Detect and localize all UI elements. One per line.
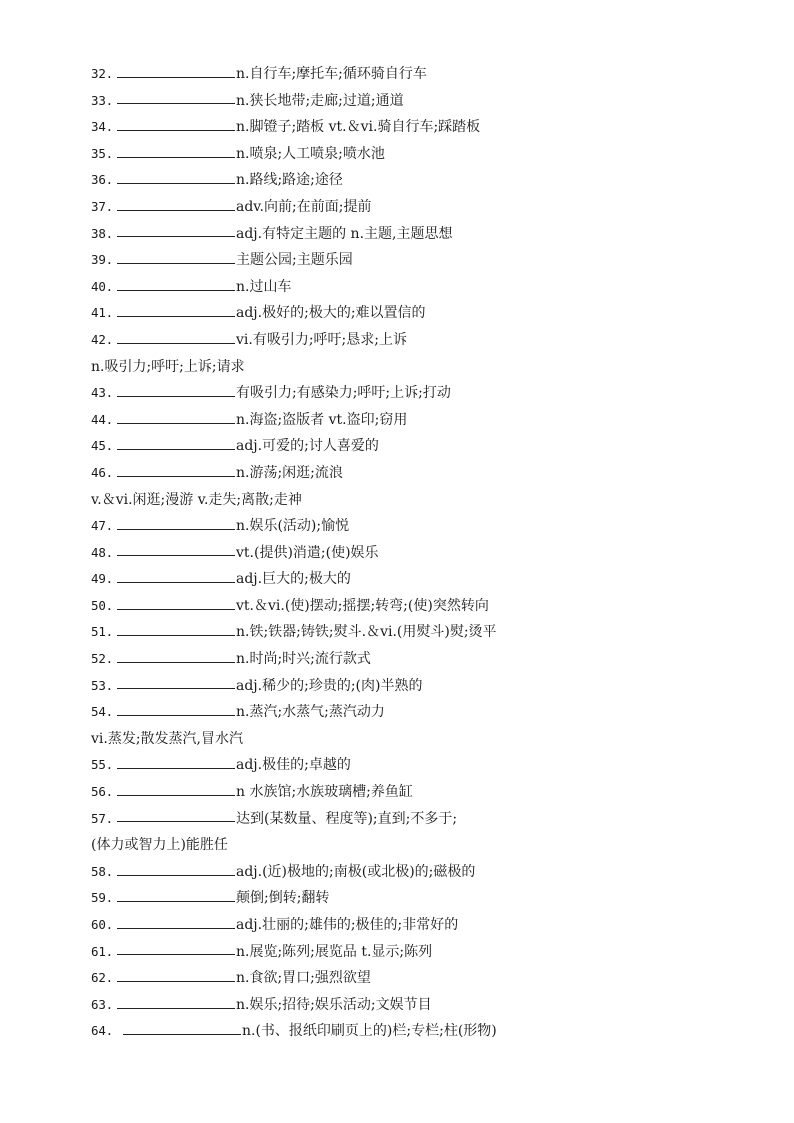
item-number: 60.: [91, 917, 113, 932]
item-definition: n.娱乐;招待;娱乐活动;文娱节目: [236, 996, 432, 1013]
item-definition: adj.巨大的;极大的: [236, 571, 351, 588]
vocab-item: [91, 194, 771, 221]
item-definition: 达到(某数量、程度等);直到;不多于;: [236, 810, 458, 827]
answer-blank[interactable]: [117, 568, 235, 583]
item-number: 37.: [91, 198, 113, 214]
item-definition: n.过山车: [236, 278, 292, 295]
answer-blank[interactable]: [117, 329, 235, 344]
item-definition: adj.壮丽的;雄伟的;极佳的;非常好的: [236, 917, 459, 933]
item-number: 32.: [91, 66, 113, 81]
answer-blank[interactable]: [117, 169, 235, 184]
answer-blank[interactable]: [117, 994, 235, 1009]
item-number: 63.: [91, 996, 113, 1012]
item-definition: n.脚镫子;踏板 vt.＆vi.骑自行车;踩踏板: [236, 119, 481, 136]
item-definition: vt.＆vi.(使)摆动;摇摆;转弯;(使)突然转向: [236, 597, 489, 614]
vocab-continuation: [91, 832, 771, 859]
answer-blank[interactable]: [117, 143, 235, 158]
item-definition: n 水族馆;水族玻璃槽;养鱼缸: [236, 784, 413, 801]
vocab-item: [91, 566, 771, 593]
item-definition: n.狭长地带;走廊;过道;通道: [236, 92, 404, 109]
vocab-continuation: [91, 726, 771, 753]
vocab-item: [91, 912, 771, 939]
vocab-item: [91, 327, 771, 354]
item-number: 64.: [91, 1023, 113, 1039]
answer-blank[interactable]: [117, 409, 235, 424]
item-number: 52.: [91, 651, 113, 667]
answer-blank[interactable]: [117, 861, 235, 876]
vocab-item: [91, 673, 771, 700]
vocab-item: [91, 433, 771, 460]
item-number: 40.: [91, 278, 113, 294]
vocab-item: [91, 380, 771, 407]
item-definition: adj.有特定主题的 n.主题,主题思想: [236, 225, 453, 242]
item-number: 41.: [91, 305, 113, 321]
item-number: 44.: [91, 411, 113, 427]
item-number: 45.: [91, 438, 113, 454]
item-definition: n.蒸汽;水蒸气;蒸汽动力: [236, 704, 385, 721]
item-number: 55.: [91, 757, 113, 773]
item-number: 36.: [91, 172, 113, 188]
vocab-item: [91, 167, 771, 194]
answer-blank[interactable]: [117, 754, 235, 769]
vocab-item: [91, 1018, 771, 1045]
item-definition: n.路线;路途;途径: [236, 172, 343, 189]
vocab-item: [91, 646, 771, 673]
item-definition: adj.(近)极地的;南极(或北极)的;磁极的: [236, 863, 476, 880]
answer-blank[interactable]: [117, 781, 235, 796]
answer-blank[interactable]: [117, 89, 235, 104]
item-number: 50.: [91, 597, 113, 613]
item-number: 48.: [91, 544, 113, 560]
vocab-continuation: [91, 487, 771, 514]
answer-blank[interactable]: [117, 914, 235, 929]
item-definition: n.吸引力;呼吁;上诉;请求: [91, 358, 245, 375]
item-definition: adj.稀少的;珍贵的;(肉)半熟的: [236, 677, 423, 694]
item-definition: n.娱乐(活动);愉悦: [236, 518, 350, 535]
answer-blank[interactable]: [117, 648, 235, 663]
item-number: 62.: [91, 970, 113, 986]
item-definition: (体力或智力上)能胜任: [91, 837, 228, 854]
answer-blank[interactable]: [117, 196, 235, 211]
vocab-item: [91, 806, 771, 833]
vocab-item: [91, 460, 771, 487]
answer-blank[interactable]: [117, 701, 235, 716]
item-definition: vi.蒸发;散发蒸汽,冒水汽: [91, 730, 244, 747]
item-number: 35.: [91, 145, 113, 161]
answer-blank[interactable]: [117, 302, 235, 317]
item-definition: n.展览;陈列;展览品 t.显示;陈列: [236, 943, 433, 960]
vocab-item: [91, 885, 771, 912]
vocab-item: [91, 247, 771, 274]
vocab-item: [91, 407, 771, 434]
answer-blank[interactable]: [117, 674, 235, 689]
answer-blank[interactable]: [117, 116, 235, 131]
item-definition: n.铁;铁器;铸铁;熨斗.＆vi.(用熨斗)熨;烫平: [236, 624, 497, 641]
item-number: 57.: [91, 810, 113, 826]
item-definition: adj.极佳的;卓越的: [236, 757, 351, 774]
item-number: 49.: [91, 571, 113, 587]
vocab-item: [91, 619, 771, 646]
item-number: 43.: [91, 385, 113, 401]
item-definition: vi.有吸引力;呼吁;恳求;上诉: [236, 331, 407, 348]
answer-blank[interactable]: [117, 541, 235, 556]
vocab-item: [91, 752, 771, 779]
vocab-item: [91, 939, 771, 966]
item-number: 38.: [91, 225, 113, 241]
item-definition: v.＆vi.闲逛;漫游 v.走失;离散;走神: [91, 491, 302, 508]
item-definition: 颠倒;倒转;翻转: [236, 890, 330, 907]
item-definition: adv.向前;在前面;提前: [236, 198, 372, 215]
item-definition: n.游荡;闲逛;流浪: [236, 464, 343, 481]
item-definition: n.喷泉;人工喷泉;喷水池: [236, 145, 385, 162]
answer-blank[interactable]: [117, 515, 235, 530]
item-definition: n.(书、报纸印刷页上的)栏;专栏;柱(形物): [242, 1023, 497, 1040]
item-definition: n.自行车;摩托车;循环骑自行车: [236, 66, 427, 82]
item-number: 54.: [91, 704, 113, 720]
answer-blank[interactable]: [117, 249, 235, 264]
answer-blank[interactable]: [117, 807, 235, 822]
item-definition: vt.(提供)消遣;(使)娱乐: [236, 544, 379, 561]
answer-blank[interactable]: [117, 222, 235, 237]
vocab-item: [91, 274, 771, 301]
answer-blank[interactable]: [117, 276, 235, 291]
item-number: 42.: [91, 331, 113, 347]
vocab-item: [91, 965, 771, 992]
answer-blank[interactable]: [117, 967, 235, 982]
vocab-item: [91, 513, 771, 540]
item-number: 46.: [91, 464, 113, 480]
item-definition: 主题公园;主题乐园: [236, 252, 353, 269]
item-number: 53.: [91, 677, 113, 693]
answer-blank[interactable]: [117, 595, 235, 610]
item-number: 59.: [91, 890, 113, 906]
item-number: 47.: [91, 518, 113, 534]
vocab-item: [91, 141, 771, 168]
vocab-item: [91, 61, 771, 88]
vocab-item: [91, 300, 771, 327]
answer-blank[interactable]: [117, 940, 235, 955]
vocab-item: [91, 540, 771, 567]
answer-blank[interactable]: [117, 887, 235, 902]
item-number: 56.: [91, 784, 113, 800]
item-definition: n.时尚;时兴;流行款式: [236, 651, 371, 668]
item-number: 61.: [91, 943, 113, 959]
vocab-item: [91, 114, 771, 141]
answer-blank[interactable]: [117, 621, 235, 636]
item-definition: n.海盗;盗版者 vt.盗印;窃用: [236, 411, 408, 428]
vocab-item: [91, 88, 771, 115]
vocab-continuation: [91, 354, 771, 381]
answer-blank[interactable]: [117, 462, 235, 477]
item-definition: adj.极好的;极大的;难以置信的: [236, 305, 426, 322]
item-number: 58.: [91, 863, 113, 879]
answer-blank[interactable]: [117, 63, 235, 78]
vocab-item: [91, 699, 771, 726]
vocab-item: [91, 859, 771, 886]
item-definition: 有吸引力;有感染力;呼吁;上诉;打动: [236, 385, 451, 402]
answer-blank[interactable]: [117, 382, 235, 397]
vocabulary-list: [91, 61, 771, 1045]
answer-blank[interactable]: [123, 1020, 241, 1035]
item-definition: n.食欲;胃口;强烈欲望: [236, 970, 371, 987]
item-number: 51.: [91, 624, 113, 640]
item-number: 34.: [91, 119, 113, 135]
item-number: 33.: [91, 92, 113, 108]
item-definition: adj.可爱的;讨人喜爱的: [236, 438, 379, 455]
vocab-item: [91, 593, 771, 620]
item-number: 39.: [91, 252, 113, 268]
answer-blank[interactable]: [117, 435, 235, 450]
vocab-item: [91, 221, 771, 248]
vocab-item: [91, 992, 771, 1019]
vocab-item: [91, 779, 771, 806]
